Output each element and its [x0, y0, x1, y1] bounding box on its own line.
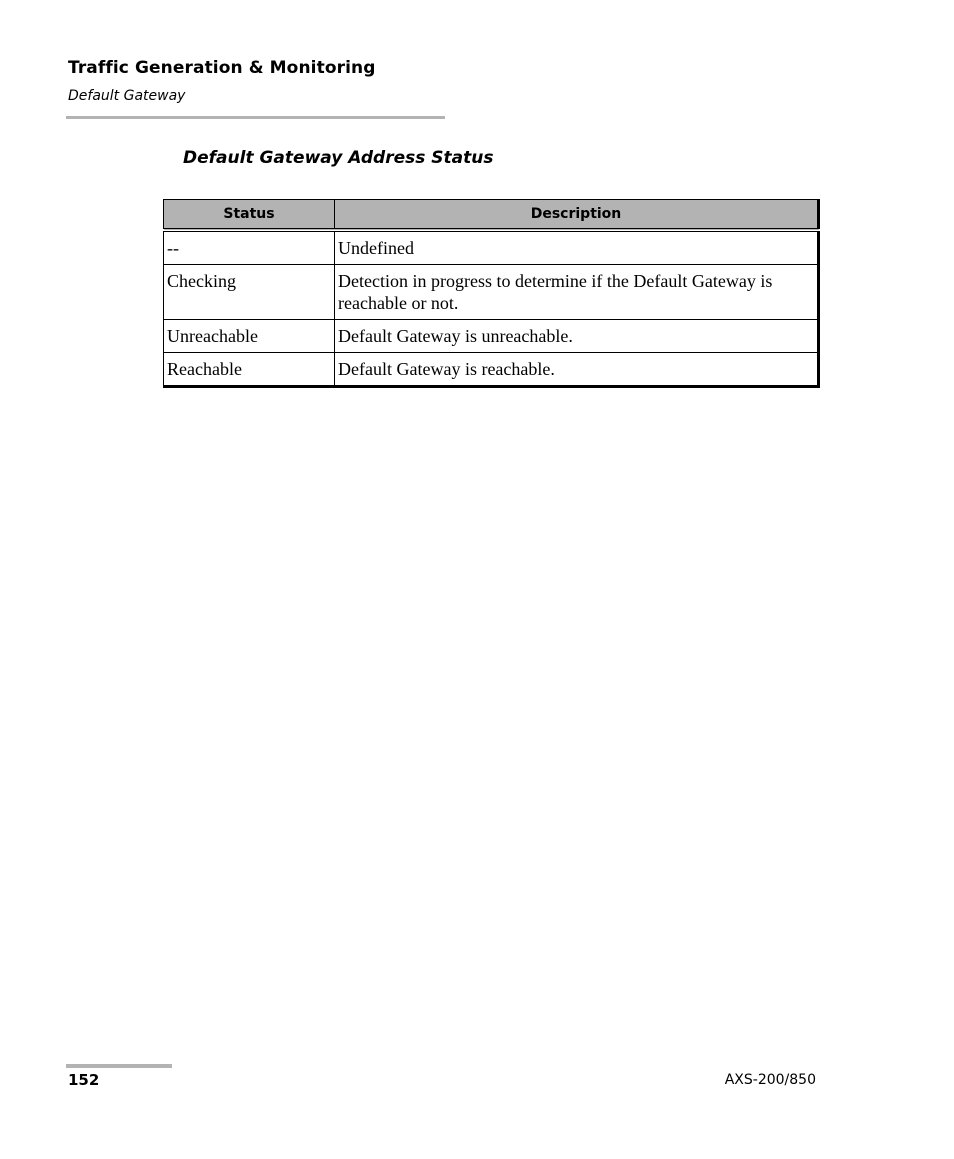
- table-row: [164, 230, 819, 265]
- column-header-status: Status: [164, 200, 335, 231]
- footer-divider: [66, 1064, 172, 1068]
- table-header-row: [164, 200, 819, 231]
- description-cell: Detection in progress to determine if the Default Gateway is reachable or not.: [335, 265, 819, 320]
- status-cell: --: [164, 230, 335, 265]
- status-cell: Unreachable: [164, 320, 335, 353]
- status-cell: Checking: [164, 265, 335, 320]
- status-table: [163, 199, 820, 388]
- page-number: 152: [68, 1071, 100, 1089]
- description-cell: Undefined: [335, 230, 819, 265]
- table-row: [164, 265, 819, 320]
- description-cell: Default Gateway is unreachable.: [335, 320, 819, 353]
- column-header-description: Description: [335, 200, 819, 231]
- status-cell: Reachable: [164, 353, 335, 387]
- table-row: [164, 353, 819, 387]
- section-subtitle: Default Gateway: [68, 88, 186, 104]
- section-title: Traffic Generation & Monitoring: [68, 58, 376, 78]
- table-row: [164, 320, 819, 353]
- header-divider: [66, 116, 445, 119]
- description-cell: Default Gateway is reachable.: [335, 353, 819, 387]
- table-caption: Default Gateway Address Status: [183, 148, 494, 168]
- product-name: AXS-200/850: [724, 1072, 816, 1088]
